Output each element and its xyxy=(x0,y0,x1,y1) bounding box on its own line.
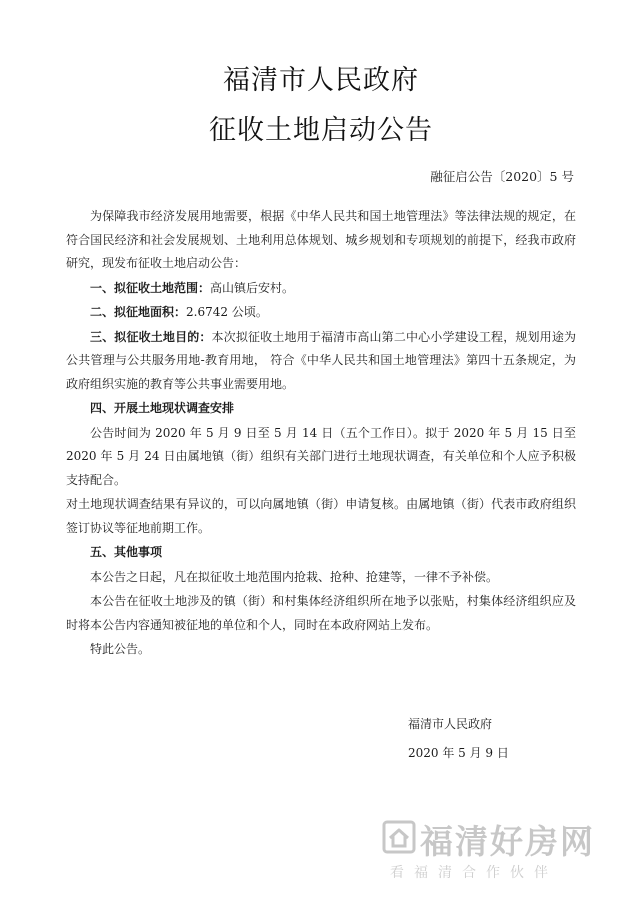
item-5-paragraph-2: 本公告在征收土地涉及的镇（街）和村集体经济组织所在地予以张贴，村集体经济组织应及时将本公告内容通知被征地的单位和个人，同时在本政府网站上发布。 xyxy=(66,594,576,632)
item-2-paragraph xyxy=(66,301,576,325)
watermark xyxy=(382,818,612,888)
item-5-paragraph-1: 本公告之日起，凡在拟征收土地范围内抢栽、抢种、抢建等，一律不予补偿。 xyxy=(90,569,499,584)
announcement-body xyxy=(66,205,576,663)
item-4-paragraph-1: 公告时间为 2020 年 5 月 9 日至 5 月 14 日（五个工作日）。拟于 2020 年 5 月 15 日至 2020 年 5 月 24 日由属地镇（街）组织有关部门进行土地现状调查，有关单位和个人应予积极支持配合。 xyxy=(66,425,576,487)
item-4-paragraph-2: 对土地现状调查结果有异议的，可以向属地镇（街）申请复核。由属地镇（街）代表市政府组织签订协议等征地前期工作。 xyxy=(66,497,576,535)
signature-date: 2020 年 5 月 9 日 xyxy=(408,746,509,760)
item-1-paragraph xyxy=(66,277,576,301)
closing-text: 特此公告。 xyxy=(90,642,151,656)
item-2-text: 2.6742 公顷。 xyxy=(186,305,268,319)
item-3-paragraph xyxy=(66,326,576,397)
signature-org: 福清市人民政府 xyxy=(408,717,493,731)
item-4-heading: 四、开展土地现状调查安排 xyxy=(90,401,235,415)
document-number: 融征启公告〔2020〕5 号 xyxy=(430,169,574,184)
item-2-label: 二、拟征地面积： xyxy=(90,305,187,319)
item-1-label: 一、拟征收土地范围： xyxy=(90,280,211,295)
item-3-text: 本次拟征收土地用于福清市高山第二中心小学建设工程，规划用途为公共管理与公共服务用地-教育用地， 符合《中华人民共和国土地管理法》第四十五条规定，为政府组织实施的教育等公共事业需要用地。 xyxy=(66,329,576,391)
item-1-text: 高山镇后安村。 xyxy=(210,280,295,295)
title-line-2: 征收土地启动公告 xyxy=(209,115,433,146)
watermark-title: 福清好房网 xyxy=(420,822,595,861)
title-line-1: 福清市人民政府 xyxy=(223,65,419,96)
item-5-heading: 五、其他事项 xyxy=(90,545,163,559)
intro-paragraph: 为保障我市经济发展用地需要，根据《中华人民共和国土地管理法》等法律法规的规定，在符合国民经济和社会发展规划、土地利用总体规划、城乡规划和专项规划的前提下，经我市政府研究，现发布征收土地启动公告： xyxy=(66,209,576,270)
watermark-subtitle: 看福清合作伙伴 xyxy=(390,865,558,881)
item-3-label: 三、拟征收土地目的： xyxy=(90,329,212,344)
house-logo-icon xyxy=(382,820,416,854)
